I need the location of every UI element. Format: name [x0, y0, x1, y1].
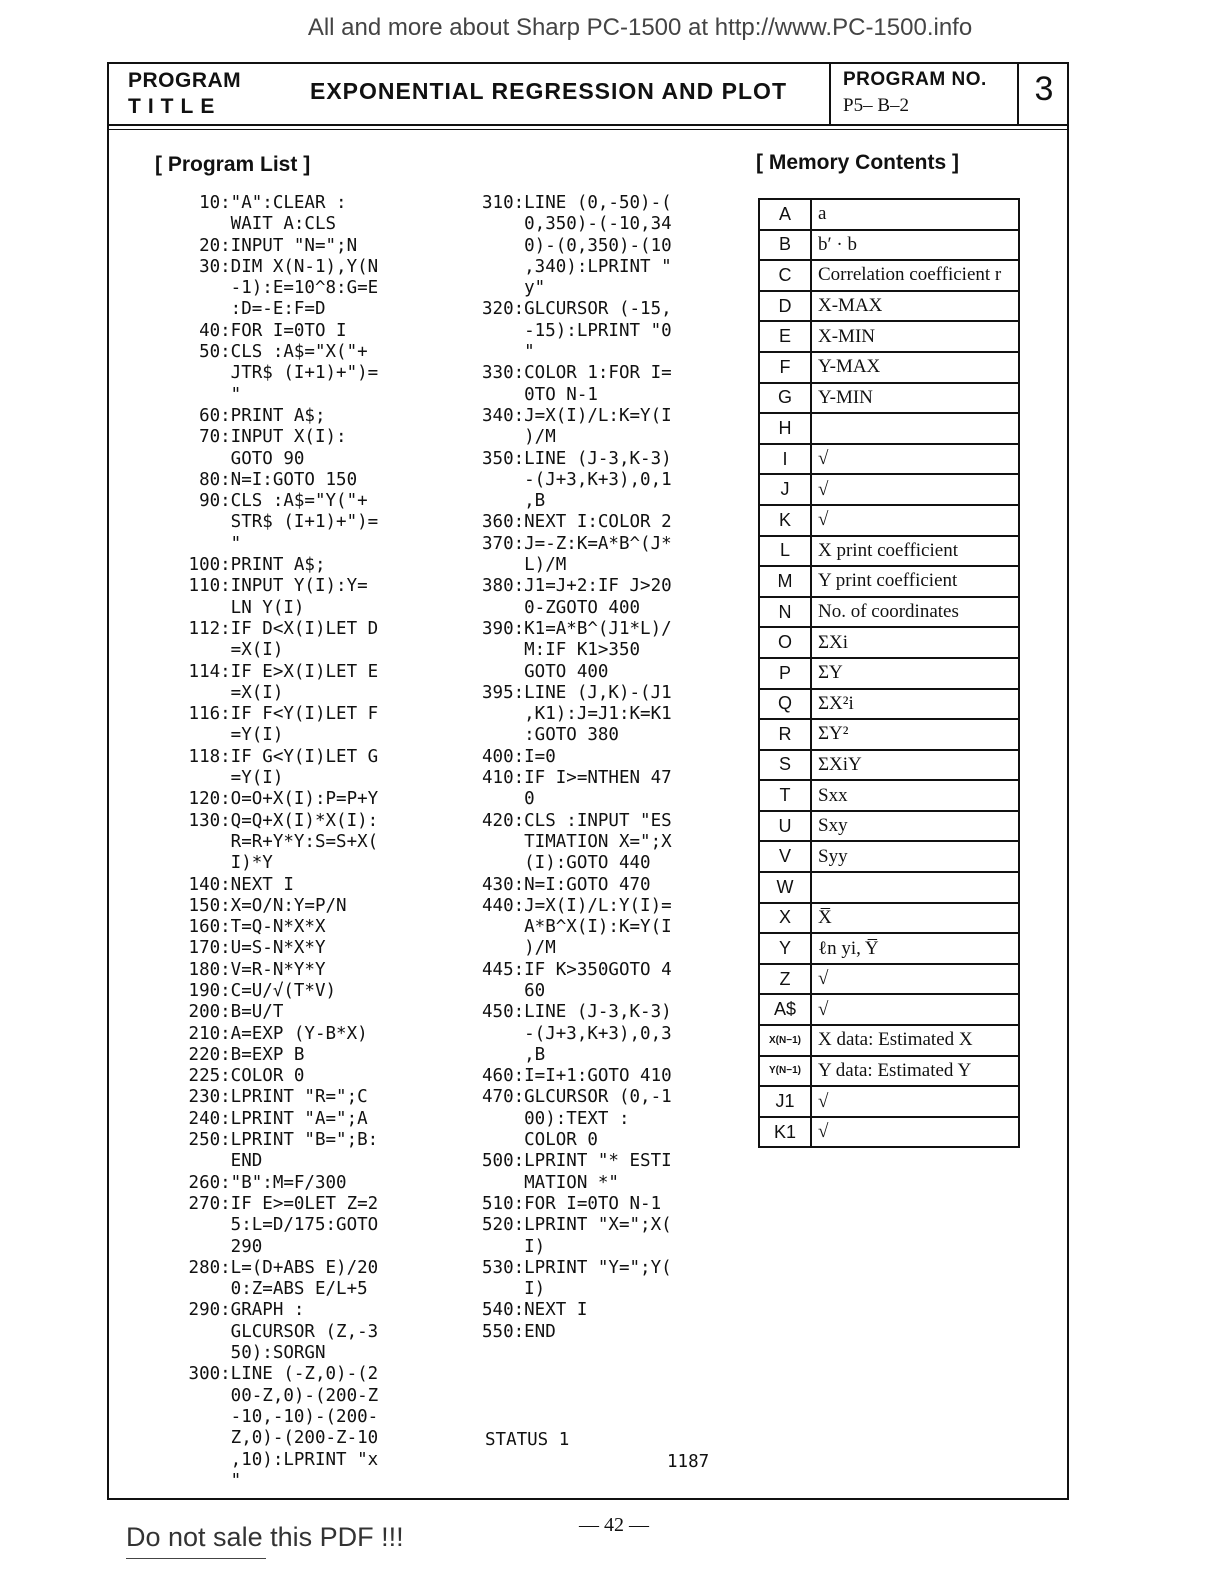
memory-row [759, 597, 1019, 628]
memory-row [759, 872, 1019, 903]
source-note: All and more about Sharp PC-1500 at http://www.PC-1500.info [307, 14, 973, 41]
register-name: K [759, 505, 811, 536]
memory-row [759, 841, 1019, 872]
memory-contents-heading: [ Memory Contents ] [756, 151, 960, 174]
memory-row [759, 536, 1019, 567]
register-name: I [759, 444, 811, 475]
register-name: B [759, 230, 811, 261]
program-title: EXPONENTIAL REGRESSION AND PLOT [310, 78, 787, 104]
register-description: ΣY² [811, 719, 1019, 750]
register-description: X data: Estimated X [811, 1025, 1019, 1056]
register-name: O [759, 627, 811, 658]
memory-row [759, 1025, 1019, 1056]
memory-row [759, 352, 1019, 383]
register-name: Y [759, 933, 811, 964]
register-description: X-MAX [811, 291, 1019, 322]
page-number: — 42 — [579, 1514, 649, 1536]
memory-row [759, 780, 1019, 811]
register-name: V [759, 841, 811, 872]
register-description: Y data: Estimated Y [811, 1056, 1019, 1087]
memory-row [759, 994, 1019, 1025]
memory-row [759, 199, 1019, 230]
memory-row [759, 903, 1019, 934]
program-no-value: P5– B–2 [843, 95, 909, 116]
register-description: √ [811, 964, 1019, 995]
register-description: Y-MIN [811, 383, 1019, 414]
header-divider [107, 124, 1069, 130]
memory-row [759, 291, 1019, 322]
register-name: X [759, 903, 811, 934]
memory-row [759, 1086, 1019, 1117]
register-name: P [759, 658, 811, 689]
register-description: X print coefficient [811, 536, 1019, 567]
register-description: √ [811, 1117, 1019, 1148]
register-name: K1 [759, 1117, 811, 1148]
register-description: b′ · b [811, 230, 1019, 261]
register-name: J [759, 474, 811, 505]
register-description: X̅ [811, 903, 1019, 934]
memory-row [759, 413, 1019, 444]
title-label: TITLE [128, 95, 222, 118]
memory-row [759, 933, 1019, 964]
register-description [811, 872, 1019, 903]
program-page-number: 3 [1034, 70, 1054, 108]
memory-row [759, 750, 1019, 781]
register-name: A [759, 199, 811, 230]
register-name: Q [759, 689, 811, 720]
register-name: X(N−1) [759, 1025, 811, 1056]
memory-row [759, 444, 1019, 475]
register-description: ΣY [811, 658, 1019, 689]
memory-row [759, 719, 1019, 750]
memory-row [759, 811, 1019, 842]
memory-row [759, 260, 1019, 291]
register-name: A$ [759, 994, 811, 1025]
register-description: X-MIN [811, 321, 1019, 352]
register-name: J1 [759, 1086, 811, 1117]
memory-row [759, 627, 1019, 658]
register-description: √ [811, 444, 1019, 475]
register-description: a [811, 199, 1019, 230]
register-description: √ [811, 474, 1019, 505]
header-divider-vertical [1017, 62, 1019, 125]
program-label: PROGRAM [128, 69, 242, 92]
footer-note: Do not sale this PDF !!! [126, 1522, 404, 1552]
footer-underline [126, 1558, 266, 1559]
register-description [811, 413, 1019, 444]
register-name: E [759, 321, 811, 352]
memory-row [759, 230, 1019, 261]
register-name: Z [759, 964, 811, 995]
program-list-heading: [ Program List ] [155, 153, 311, 176]
register-description: ΣX²i [811, 689, 1019, 720]
register-description: √ [811, 994, 1019, 1025]
memory-row [759, 1117, 1019, 1148]
status-count: 1187 [667, 1452, 710, 1472]
register-description: √ [811, 1086, 1019, 1117]
register-description: Sxy [811, 811, 1019, 842]
register-description: ℓn yi, Y̅ [811, 933, 1019, 964]
memory-row [759, 964, 1019, 995]
register-name: H [759, 413, 811, 444]
status-label: STATUS 1 [485, 1430, 570, 1450]
memory-row [759, 689, 1019, 720]
register-description: Sxx [811, 780, 1019, 811]
register-description: Y print coefficient [811, 566, 1019, 597]
memory-row [759, 474, 1019, 505]
register-description: Correlation coefficient r [811, 260, 1019, 291]
register-name: S [759, 750, 811, 781]
program-no-label: PROGRAM NO. [843, 69, 987, 90]
register-name: L [759, 536, 811, 567]
header-divider-vertical [829, 62, 831, 125]
program-listing-column-1: 10:"A":CLEAR : WAIT A:CLS 20:INPUT "N=";N 30:DIM X(N-1),Y(N -1):E=10^8:G=E :D=-E:F=D 40:FOR I=0TO I 50:CLS :A$="X("+ JTR$ (I+1)+")= " 60:PRINT A$; 70:INPUT X(I): GOTO 90 80:N=I:GOTO 150 90:CLS :A$="Y("+ STR$ (I+1)+")= " 100:PRINT A$; 110:INPUT Y(I):Y= LN Y(I) 112:IF D<X(I)LET D =X(I) 114:IF E>X(I)LET E =X(I) 116:IF F<Y(I)LET F =Y(I) 118:IF G<Y(I)LET G =Y(I) 120:O=O+X(I):P=P+Y 130:Q=Q+X(I)*X(I): R=R+Y*Y:S=S+X( I)*Y 140:NEXT I 150:X=O/N:Y=P/N 160:T=Q-N*X*X 170:U=S-N*X*Y 180:V=R-N*Y*Y 190:C=U/√(T*V) 200:B=U/T 210:A=EXP (Y-B*X) 220:B=EXP B 225:COLOR 0 230:LPRINT "R=";C 240:LPRINT "A=";A 250:LPRINT "B=";B: END 260:"B":M=F/300 270:IF E>=0LET Z=2 5:L=D/175:GOTO 290 280:L=(D+ABS E)/20 0:Z=ABS E/L+5 290:GRAPH : GLCURSOR (Z,-3 50):SORGN 300:LINE (-Z,0)-(2 00-Z,0)-(200-Z -10,-10)-(200- Z,0)-(200-Z-10 ,10):LPRINT "x " [188, 193, 379, 1491]
register-name: F [759, 352, 811, 383]
register-name: R [759, 719, 811, 750]
register-name: C [759, 260, 811, 291]
memory-row [759, 383, 1019, 414]
register-description: Syy [811, 841, 1019, 872]
register-name: G [759, 383, 811, 414]
memory-row [759, 566, 1019, 597]
register-description: ΣXi [811, 627, 1019, 658]
register-description: No. of coordinates [811, 597, 1019, 628]
memory-row [759, 321, 1019, 352]
register-name: Y(N−1) [759, 1056, 811, 1087]
register-description: ΣXiY [811, 750, 1019, 781]
memory-contents-table [758, 198, 1020, 1148]
register-description: Y-MAX [811, 352, 1019, 383]
register-name: M [759, 566, 811, 597]
register-name: U [759, 811, 811, 842]
register-description: √ [811, 505, 1019, 536]
memory-row [759, 505, 1019, 536]
program-listing-column-2: 310:LINE (0,-50)-( 0,350)-(-10,34 0)-(0,350)-(10 ,340):LPRINT " y" 320:GLCURSOR (-15, -15):LPRINT "0 " 330:COLOR 1:FOR I= 0TO N-1 340:J=X(I)/L:K=Y(I )/M 350:LINE (J-3,K-3) -(J+3,K+3),0,1 ,B 360:NEXT I:COLOR 2 370:J=-Z:K=A*B^(J* L)/M 380:J1=J+2:IF J>20 0-ZGOTO 400 390:K1=A*B^(J1*L)/ M:IF K1>350 GOTO 400 395:LINE (J,K)-(J1 ,K1):J=J1:K=K1 :GOTO 380 400:I=0 410:IF I>=NTHEN 47 0 420:CLS :INPUT "ES TIMATION X=";X (I):GOTO 440 430:N=I:GOTO 470 440:J=X(I)/L:Y(I)= A*B^X(I):K=Y(I )/M 445:IF K>350GOTO 4 60 450:LINE (J-3,K-3) -(J+3,K+3),0,3 ,B 460:I=I+1:GOTO 410 470:GLCURSOR (0,-1 00):TEXT : COLOR 0 500:LPRINT "* ESTI MATION *" 510:FOR I=0TO N-1 520:LPRINT "X=";X( I) 530:LPRINT "Y=";Y( I) 540:NEXT I 550:END [482, 193, 672, 1342]
memory-row [759, 658, 1019, 689]
register-name: T [759, 780, 811, 811]
register-name: W [759, 872, 811, 903]
register-name: N [759, 597, 811, 628]
memory-row [759, 1056, 1019, 1087]
register-name: D [759, 291, 811, 322]
